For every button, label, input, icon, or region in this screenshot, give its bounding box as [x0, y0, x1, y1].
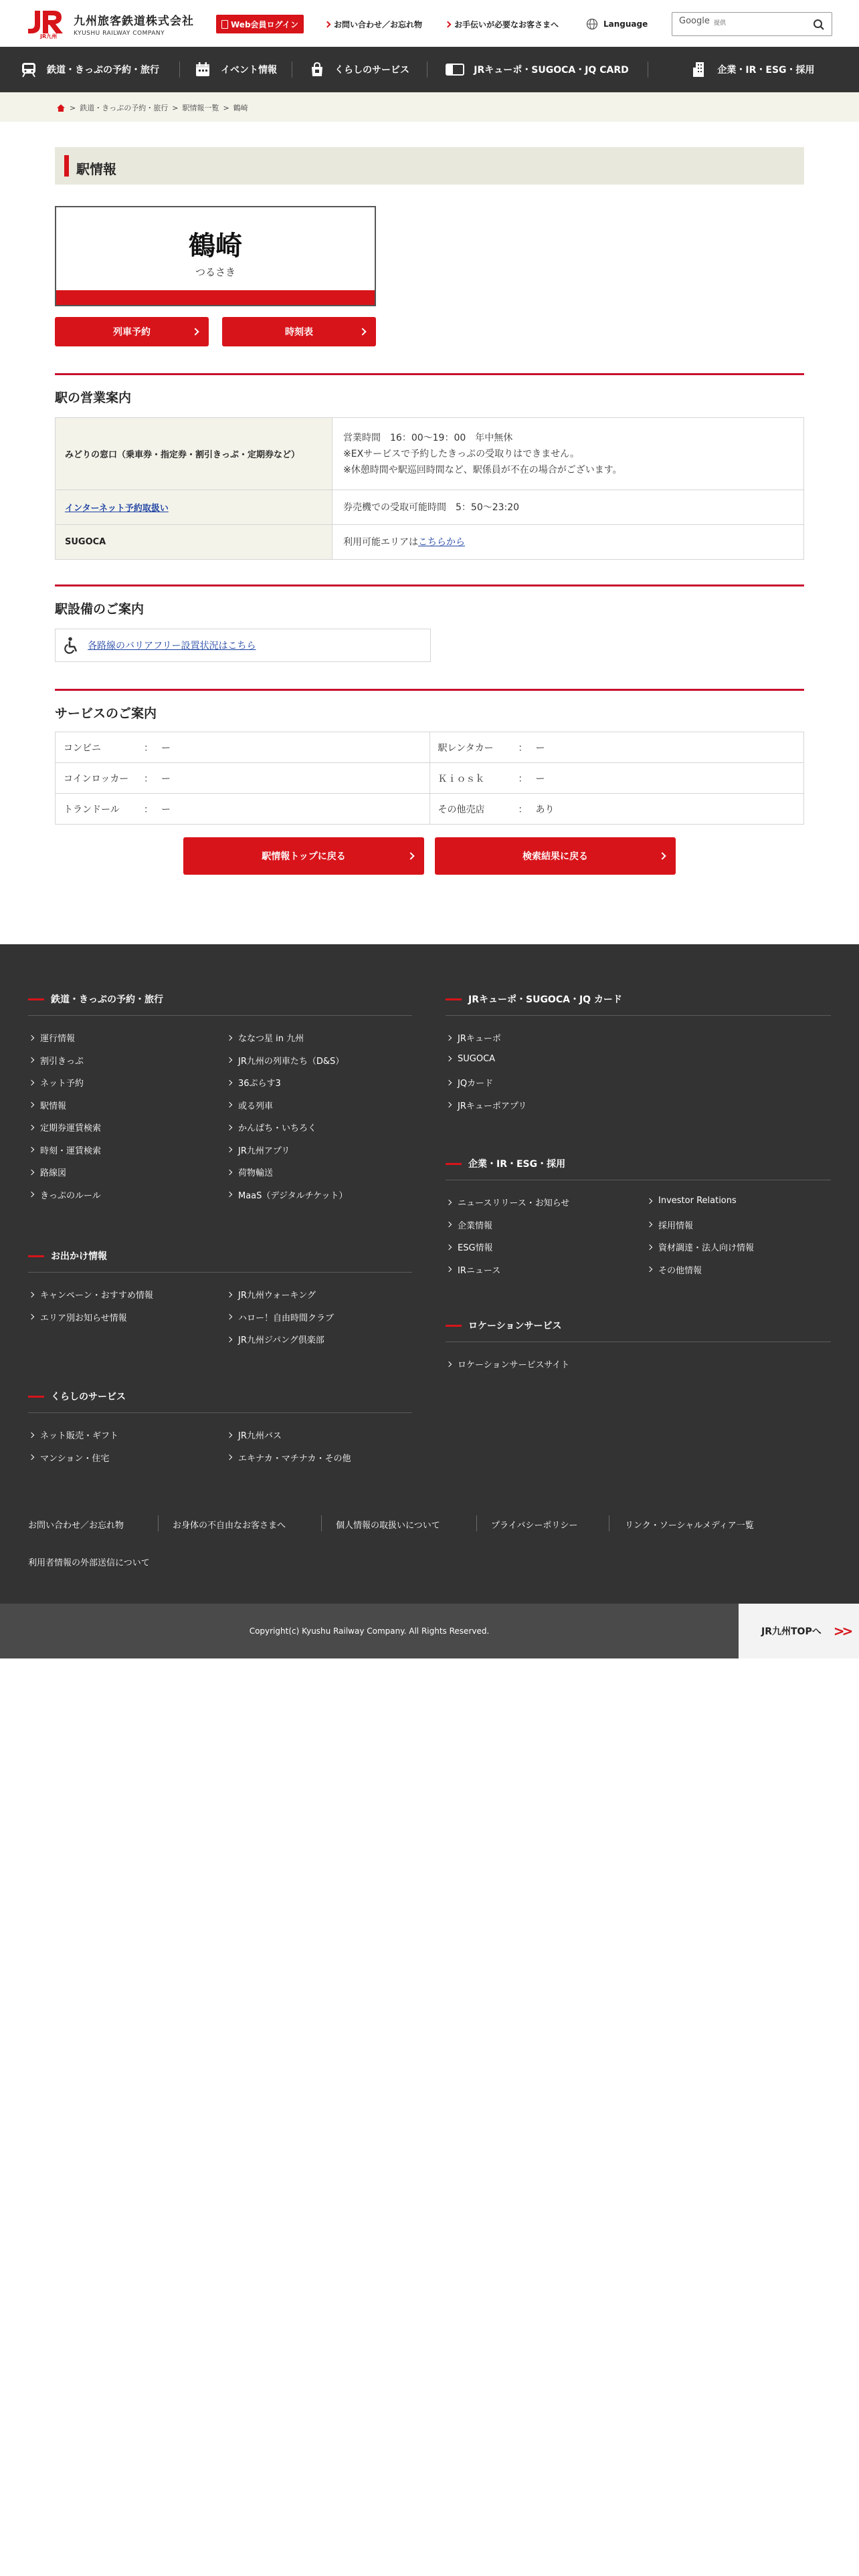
chevron-right-icon [647, 1198, 652, 1203]
footer-corp-link[interactable] [447, 1241, 493, 1253]
footer-location-link[interactable] [447, 1358, 569, 1370]
footer-rail-link-label: ネット予約 [40, 1079, 84, 1089]
footer-card-link-label: JQカード [458, 1079, 494, 1089]
footer-event-link-label: ハロー！自由時間クラブ [238, 1313, 335, 1323]
footer-event-link[interactable] [227, 1311, 334, 1323]
footer-rail-link[interactable] [227, 1054, 344, 1067]
chevron-right-icon [29, 1102, 34, 1107]
timetable-button[interactable]: 時刻表 [222, 317, 376, 346]
chevron-right-icon [29, 1432, 34, 1437]
chevron-right-icon [227, 1455, 232, 1460]
footer-event-link[interactable] [227, 1288, 316, 1301]
service-table [55, 732, 804, 825]
chevron-right-icon [227, 1102, 232, 1107]
chevron-right-icon [29, 1291, 34, 1297]
svg-text:JR九州: JR九州 [40, 33, 58, 39]
logo-en-text: KYUSHU RAILWAY COMPANY [74, 30, 165, 37]
station-name: 鶴崎 [189, 231, 242, 261]
calendar-icon [194, 62, 211, 78]
footer-corp-link[interactable] [447, 1196, 569, 1208]
footer-corp-link-label: ESG情報 [458, 1243, 493, 1253]
copyright-text: Copyright(c) Kyushu Railway Company. All Rights Reserved. [249, 1626, 490, 1636]
midori-window-label: みどりの窓口（乗車券・指定券・割引きっぷ・定期券など） [56, 418, 332, 490]
footer-event-link-label: キャンペーン・おすすめ情報 [40, 1291, 153, 1301]
barrier-free-box [55, 629, 431, 662]
footer-rail-link-label: JR九州アプリ [238, 1146, 290, 1156]
footer-life-link-label: ネット販売・ギフト [40, 1431, 119, 1441]
footer-personal-info-link[interactable]: 個人情報の取扱いについて [336, 1521, 440, 1531]
bag-icon [309, 62, 325, 78]
footer-rail-link-label: 駅情報 [40, 1101, 67, 1111]
footer-corp-link[interactable] [648, 1196, 737, 1206]
station-kana: つるさき [195, 266, 235, 278]
sugoca-area-link[interactable]: こちらから [418, 536, 465, 548]
footer-external-sending-link[interactable]: 利用者情報の外部送信について [28, 1558, 150, 1568]
internet-reserve-link[interactable]: インターネット予約取扱い [65, 504, 169, 514]
chevron-right-icon [647, 1267, 652, 1272]
chevron-right-icon [446, 1244, 452, 1249]
footer-event-link[interactable] [29, 1311, 127, 1323]
footer-social-link[interactable]: リンク・ソーシャルメディア一覧 [625, 1521, 754, 1531]
chevron-right-icon [227, 1336, 232, 1341]
nav-item-card[interactable]: JRキューポ・SUGOCA・JQ CARD [427, 47, 648, 92]
footer-card-link-label: JRキューポアプリ [458, 1101, 527, 1111]
breadcrumb-station-list-link[interactable]: 駅情報一覧 [182, 104, 219, 112]
footer-life-link[interactable] [227, 1451, 351, 1464]
chevron-right-icon [445, 21, 452, 28]
footer-corp-link[interactable] [447, 1218, 492, 1231]
section-divider [55, 689, 804, 691]
chevron-right-icon [446, 1102, 452, 1107]
breadcrumb: > 鉄道・きっぷの予約・旅行 > 駅情報一覧 > 鶴崎 [0, 92, 859, 122]
nav-item-corporate[interactable]: 企業・IR・ESG・採用 [648, 47, 859, 92]
footer-rail-link-label: 定期券運賃検索 [40, 1123, 102, 1134]
chevron-right-icon [658, 852, 666, 859]
wheelchair-icon [64, 637, 80, 654]
web-login-button[interactable] [216, 15, 304, 33]
footer-rail-link-label: 或る列車 [238, 1101, 274, 1111]
footer-rail-link[interactable] [227, 1188, 347, 1201]
chevron-right-icon [29, 1169, 34, 1174]
footer-rail-link[interactable] [29, 1144, 101, 1156]
chevron-right-icon [227, 1192, 232, 1197]
search-icon[interactable] [813, 19, 825, 31]
footer-life-link-label: JR九州バス [238, 1431, 282, 1441]
breadcrumb-current: 鶴崎 [233, 104, 248, 112]
chevron-right-icon [446, 1035, 452, 1040]
language-label: Language [603, 19, 648, 29]
chevron-right-icon [29, 1124, 34, 1130]
footer-rail-link-label: 運行情報 [40, 1034, 76, 1044]
footer-event-link-label: JR九州ジパング倶楽部 [238, 1335, 324, 1346]
facility-section-title: 駅設備のご案内 [55, 602, 145, 617]
chevron-right-icon [446, 1199, 452, 1204]
footer-privacy-link[interactable]: プライバシーポリシー [491, 1521, 578, 1531]
chevron-right-icon [647, 1222, 652, 1227]
footer-event-link[interactable] [227, 1333, 324, 1346]
nav-item-rail[interactable]: 鉄道・きっぷの予約・旅行 [0, 47, 179, 92]
jr-kyushu-top-link[interactable]: JR九州TOPへ >> [739, 1604, 859, 1658]
copyright-bar [0, 1604, 739, 1658]
chevron-right-icon [227, 1057, 232, 1063]
chevron-right-icon [446, 1079, 452, 1085]
chevron-right-icon [227, 1035, 232, 1040]
web-login-label: Web会員ログイン [231, 19, 298, 29]
business-table [55, 417, 804, 560]
nav-item-event[interactable]: イベント情報 [179, 47, 292, 92]
footer-rail-link[interactable] [29, 1031, 75, 1044]
chevron-right-icon [446, 1222, 452, 1227]
footer-card-link-label: JRキューポ [458, 1034, 501, 1044]
chevron-right-icon [227, 1432, 232, 1437]
footer-location-link-label: ロケーションサービスサイト [458, 1360, 570, 1370]
train-icon [20, 62, 37, 78]
footer-life-link[interactable] [227, 1428, 282, 1441]
footer-contact-link[interactable]: お問い合わせ／お忘れ物 [28, 1521, 124, 1531]
chevron-right-icon [29, 1057, 34, 1063]
footer-rail-link[interactable] [29, 1054, 84, 1067]
building-icon [692, 61, 708, 78]
footer-card-link[interactable] [447, 1031, 501, 1044]
chevron-right-icon [29, 1079, 34, 1085]
site-header [0, 0, 859, 47]
footer-rail-link[interactable] [227, 1166, 273, 1178]
footer-corp-heading: 企業・IR・ESG・採用 [446, 1157, 565, 1170]
table-row: SUGOCA 利用可能エリアはこちらから [56, 525, 804, 560]
footer-rail-link-label: 36ぷらす3 [238, 1079, 281, 1089]
footer-rail-heading: 鉄道・きっぷの予約・旅行 [28, 992, 163, 1006]
footer-rail-link-label: きっぷのルール [40, 1190, 101, 1201]
chevron-right-icon [29, 1455, 34, 1460]
table-row: トランドール ： ー その他売店 ： あり [56, 794, 804, 825]
chevron-right-icon [324, 21, 331, 28]
breadcrumb-rail-link[interactable]: 鉄道・きっぷの予約・旅行 [80, 104, 169, 112]
business-section-title: 駅の営業案内 [55, 391, 132, 405]
footer-corp-link[interactable] [648, 1241, 754, 1253]
footer-rail-link[interactable] [227, 1121, 316, 1134]
chevron-right-icon [227, 1079, 232, 1085]
chevron-right-icon [407, 852, 414, 859]
back-to-station-top-button[interactable]: 駅情報トップに戻る [183, 837, 424, 875]
contact-link[interactable]: お問い合わせ／お忘れ物 [325, 19, 422, 30]
footer-card-heading: JRキューポ・SUGOCA・JQ カード [446, 992, 622, 1006]
chevron-right-icon [29, 1035, 34, 1040]
member-card-icon [221, 20, 228, 29]
footer-corp-link-label: Investor Relations [658, 1196, 737, 1206]
section-divider [55, 373, 804, 375]
chevron-right-icon [29, 1314, 34, 1319]
footer-card-link[interactable] [447, 1099, 527, 1111]
chevron-right-icon [29, 1192, 34, 1197]
chevron-right-icon [446, 1056, 452, 1061]
footer-rail-link-label: ななつ星 in 九州 [238, 1034, 304, 1044]
footer-life-link-label: エキナカ・マチナカ・その他 [238, 1453, 351, 1464]
footer-corp-link-label: 企業情報 [458, 1220, 493, 1231]
page-title [55, 147, 804, 185]
chevron-right-icon [29, 1147, 34, 1152]
footer-corp-link-label: ニュースリリース・お知らせ [458, 1198, 570, 1208]
globe-icon [586, 18, 598, 30]
footer-rail-link-label: 路線図 [40, 1168, 67, 1178]
home-icon[interactable] [56, 104, 66, 112]
chevron-right-icon [446, 1267, 452, 1272]
footer-rail-link[interactable] [227, 1076, 281, 1089]
footer-location-heading: ロケーションサービス [446, 1319, 561, 1332]
back-to-search-button[interactable]: 検索結果に戻る [435, 837, 676, 875]
footer-event-link[interactable] [29, 1288, 153, 1301]
site-footer [0, 944, 859, 1604]
search-hint: 提供 [714, 20, 727, 27]
chevron-right-icon [446, 1361, 452, 1366]
page-title-text: 駅情報 [76, 161, 116, 177]
footer-corp-link-label: IRニュース [458, 1265, 501, 1276]
footer-event-link-label: エリア別お知らせ情報 [40, 1313, 127, 1323]
footer-rail-link[interactable] [227, 1144, 290, 1156]
site-logo[interactable] [25, 9, 194, 39]
footer-event-link-label: JR九州ウォーキング [238, 1291, 316, 1301]
sugoca-label: SUGOCA [56, 525, 332, 560]
footer-corp-link-label: 採用情報 [658, 1220, 694, 1231]
footer-event-heading: お出かけ情報 [28, 1249, 107, 1263]
footer-rail-link[interactable] [29, 1076, 84, 1089]
chevron-right-icon [227, 1169, 232, 1174]
chevron-right-icon [227, 1147, 232, 1152]
jr-logo-icon [25, 9, 67, 39]
nav-item-life[interactable]: くらしのサービス [292, 47, 427, 92]
chevron-right-icon [191, 328, 199, 335]
table-row: みどりの窓口（乗車券・指定券・割引きっぷ・定期券など） 営業時間 16：00〜19：00 年中無休 ※EXサービスで予約したきっぷの受取りはできません。 ※休憩時間や駅巡回時間など、駅係員が不在の場合がございます。 [56, 418, 804, 490]
section-divider [55, 584, 804, 586]
chevron-right-icon [647, 1244, 652, 1249]
table-row: インターネット予約取扱い 券売機での受取可能時間 5：50〜23:20 [56, 490, 804, 525]
footer-life-heading: くらしのサービス [28, 1390, 126, 1403]
global-nav [0, 47, 859, 92]
chevron-right-icon [227, 1291, 232, 1297]
footer-corp-link-label: 資材調達・法人向け情報 [658, 1243, 755, 1253]
footer-rail-link[interactable] [29, 1099, 66, 1111]
logo-jp-text: 九州旅客鉄道株式会社 [74, 15, 194, 28]
table-row: コインロッカー ： ー Ｋｉｏｓｋ ： ー [56, 763, 804, 794]
footer-rail-link[interactable] [227, 1031, 304, 1044]
footer-accessibility-link[interactable]: お身体の不自由なお客さまへ [173, 1521, 286, 1531]
footer-card-link[interactable] [447, 1054, 495, 1064]
language-selector[interactable] [586, 18, 648, 30]
barrier-free-link[interactable]: 各路線のバリアフリー設置状況はこちら [88, 641, 256, 651]
footer-rail-link-label: 時刻・運賃検索 [40, 1146, 102, 1156]
footer-life-link-label: マンション・住宅 [40, 1453, 110, 1464]
search-brand: Google [679, 16, 710, 26]
footer-rail-link[interactable] [29, 1166, 66, 1178]
chevron-right-icon [227, 1314, 232, 1319]
footer-life-link[interactable] [29, 1428, 118, 1441]
footer-rail-link-label: 割引きっぷ [40, 1056, 84, 1067]
footer-rail-link-label: かんぱち・いちろく [238, 1123, 317, 1134]
search-input[interactable] [672, 12, 832, 36]
footer-rail-link[interactable] [29, 1121, 101, 1134]
service-section-title: サービスのご案内 [55, 706, 157, 721]
footer-rail-link-label: MaaS（デジタルチケット） [238, 1190, 348, 1201]
footer-rail-link[interactable] [227, 1099, 273, 1111]
footer-corp-link[interactable] [447, 1263, 500, 1276]
chevron-right-icon [359, 328, 366, 335]
footer-corp-link[interactable] [648, 1218, 693, 1231]
footer-card-link[interactable] [447, 1076, 493, 1089]
train-reserve-button[interactable]: 列車予約 [55, 317, 209, 346]
footer-rail-link-label: 荷物輸送 [238, 1168, 274, 1178]
footer-rail-link[interactable] [29, 1188, 101, 1201]
table-row: コンビニ ： ー 駅レンタカー ： ー [56, 732, 804, 763]
assistance-link[interactable]: お手伝いが必要なお客さまへ [446, 19, 559, 30]
footer-corp-link[interactable] [648, 1263, 702, 1276]
card-icon [446, 63, 464, 76]
footer-life-link[interactable] [29, 1451, 109, 1464]
footer-rail-link-label: JR九州の列車たち（D&S） [238, 1056, 345, 1067]
chevron-right-icon [227, 1124, 232, 1130]
station-name-board [55, 206, 376, 306]
double-chevron-icon: >> [833, 1623, 851, 1639]
footer-corp-link-label: その他情報 [658, 1265, 702, 1276]
footer-card-link-label: SUGOCA [458, 1053, 496, 1064]
